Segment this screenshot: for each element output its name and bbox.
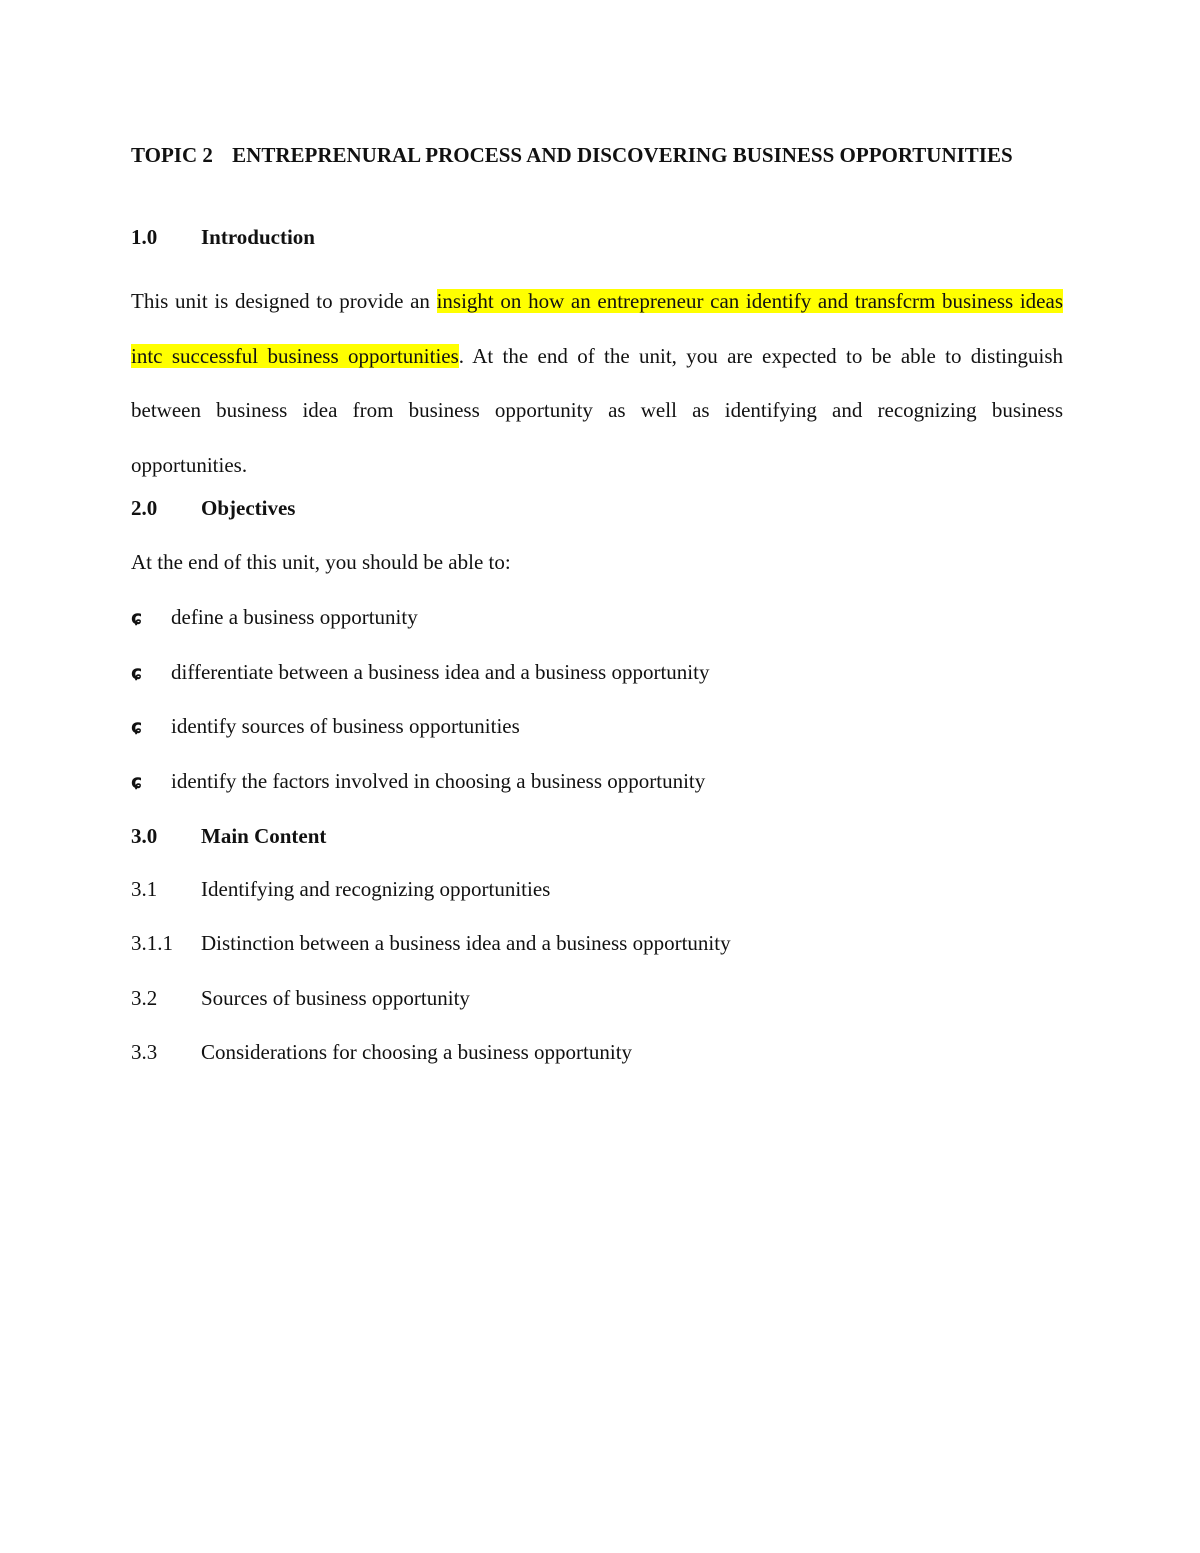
section-number: 1.0 (131, 225, 158, 249)
introduction-paragraph (131, 274, 1063, 492)
subsection-item (131, 930, 731, 956)
topic-number: TOPIC 2 (131, 143, 213, 167)
objective-text: differentiate between a business idea and a business opportunity (171, 660, 710, 684)
intro-text-before: This unit is designed to provide an (131, 289, 437, 313)
subsection-title: Identifying and recognizing opportunities (201, 877, 551, 901)
bullet-icon: ɕ (131, 607, 143, 629)
bullet-icon: ɕ (131, 662, 143, 684)
objective-text: identify sources of business opportunities (171, 714, 520, 738)
subsection-item (131, 1039, 632, 1065)
intro-highlighted-text: insight on how an entrepreneur can identify and transfcrm business ideas intc successful business opportunities (131, 289, 1063, 368)
section-number: 2.0 (131, 496, 158, 520)
subsection-item (131, 985, 470, 1011)
subsection-item (131, 876, 550, 902)
section-heading-text: Main Content (201, 824, 327, 848)
objectives-lead: At the end of this unit, you should be able to: (131, 550, 511, 574)
objective-item (131, 768, 705, 795)
objectives-heading (131, 495, 295, 521)
subsection-number: 3.3 (131, 1040, 158, 1064)
subsection-title: Considerations for choosing a business opportunity (201, 1040, 633, 1064)
document-title (131, 142, 1071, 169)
subsection-number: 3.2 (131, 986, 158, 1010)
bullet-icon: ɕ (131, 716, 143, 738)
subsection-title: Sources of business opportunity (201, 986, 470, 1010)
subsection-number: 3.1.1 (131, 931, 173, 955)
introduction-heading (131, 224, 315, 250)
section-heading-text: Objectives (201, 496, 296, 520)
objective-text: define a business opportunity (171, 605, 418, 629)
topic-title: ENTREPRENURAL PROCESS AND DISCOVERING BUSINESS OPPORTUNITIES (232, 143, 1013, 167)
bullet-icon: ɕ (131, 771, 143, 793)
main-content-heading (131, 823, 326, 849)
subsection-number: 3.1 (131, 877, 158, 901)
objective-item (131, 713, 520, 740)
objective-item (131, 604, 418, 631)
section-number: 3.0 (131, 824, 158, 848)
objective-text: identify the factors involved in choosing a business opportunity (171, 769, 706, 793)
objective-item (131, 659, 709, 686)
intro-text-after: . At the end of the unit, you are expected to be able to distinguish between business idea from business opportunity as well as identifying and recognizing business opportunities. (131, 343, 1063, 477)
subsection-title: Distinction between a business idea and a business opportunity (201, 931, 731, 955)
section-heading-text: Introduction (201, 225, 315, 249)
